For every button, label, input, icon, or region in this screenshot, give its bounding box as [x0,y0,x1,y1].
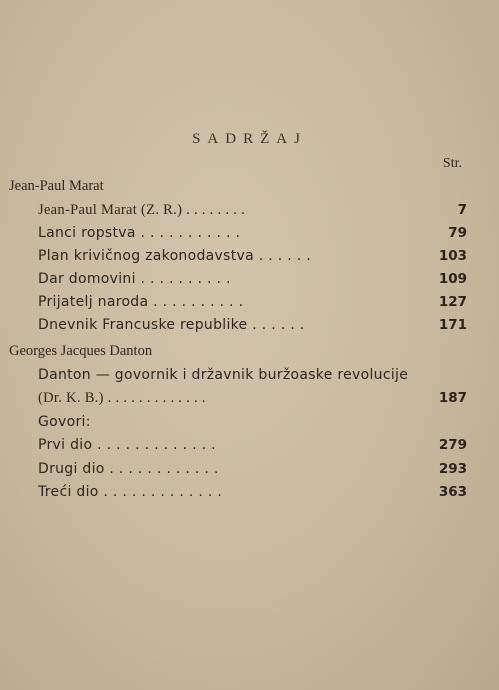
entry-title: Dar domovini . . . . . . . . . . [38,271,231,287]
entry-page: 279 [438,437,467,453]
entry-page: 293 [438,461,467,477]
section-heading-row [0,178,499,200]
entry-title: Lanci ropstva . . . . . . . . . . . [38,225,241,241]
entry-page: 127 [438,294,467,310]
entry-title: Drugi dio . . . . . . . . . . . . [38,461,219,477]
section-heading-row [0,343,499,365]
entry-page: 103 [438,248,467,264]
page-title: SADRŽAJ [192,131,307,147]
toc-entry [0,317,499,339]
entry-title: Prijatelj naroda . . . . . . . . . . [38,294,244,310]
toc-entry [0,271,499,293]
toc-entry [0,390,499,412]
toc-entry [0,225,499,247]
toc-entry [0,367,499,389]
toc-entry [0,414,499,436]
entry-page: 363 [438,484,467,500]
toc-entry [0,202,499,224]
toc-entry [0,484,499,506]
entry-page: 171 [438,317,467,333]
entry-page: 79 [448,225,467,241]
entry-title: Prvi dio . . . . . . . . . . . . . [38,437,216,453]
entry-title: Jean-Paul Marat (Z. R.) . . . . . . . . [38,202,246,218]
entry-page: 7 [457,202,467,218]
toc-entry [0,294,499,316]
toc-entry [0,437,499,459]
toc-entry [0,461,499,483]
section-heading: Georges Jacques Danton [9,343,153,359]
toc-entry [0,248,499,270]
page-column-label: Str. [442,156,462,171]
entry-title: Govori: [38,414,91,430]
entry-title: Treći dio . . . . . . . . . . . . . [38,484,223,500]
entry-title: (Dr. K. B.) . . . . . . . . . . . . . [38,390,206,406]
entry-page: 109 [438,271,467,287]
entry-title: Plan krivičnog zakonodavstva . . . . . . [38,248,311,264]
entry-title: Dnevnik Francuske republike . . . . . . [38,317,305,333]
entry-page: 187 [438,390,467,406]
entry-title: Danton — govornik i državnik buržoaske revolucije [38,367,409,383]
section-heading: Jean-Paul Marat [9,178,104,194]
